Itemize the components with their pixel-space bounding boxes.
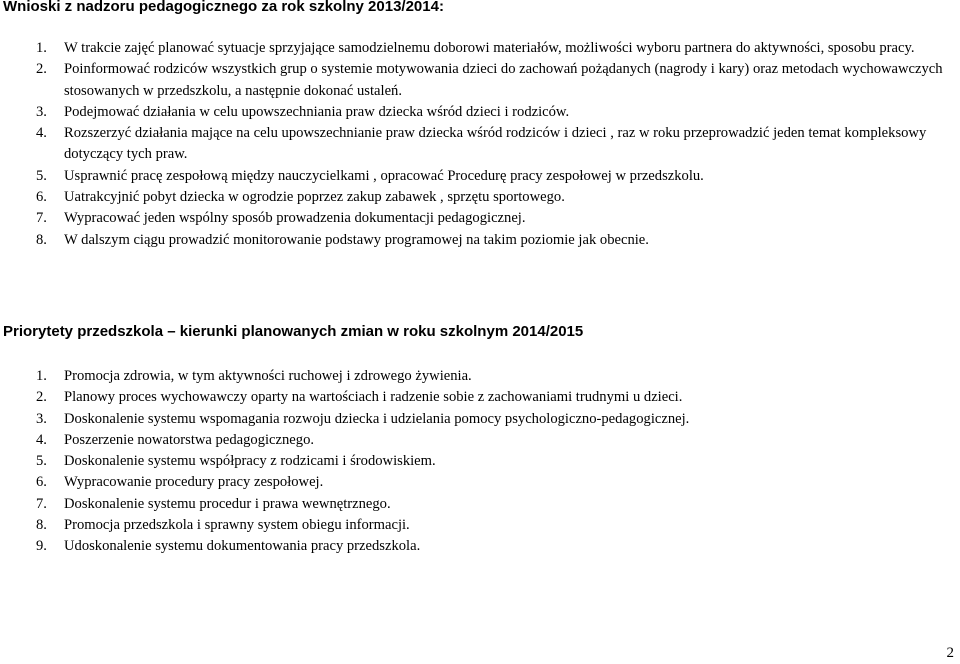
list-item <box>0 430 958 451</box>
list-item-number: 3. <box>36 410 47 427</box>
list-item-number: 8. <box>36 517 47 534</box>
list-item <box>0 102 958 123</box>
list-item-text: Promocja zdrowia, w tym aktywności ruchowej i zdrowego żywienia. <box>64 368 472 384</box>
list-item-text: W dalszym ciągu prowadzić monitorowanie podstawy programowej na takim poziomie jak obecnie. <box>64 231 649 248</box>
list-item <box>0 387 958 408</box>
section-heading-conclusions: Wnioski z nadzoru pedagogicznego za rok szkolny 2013/2014: <box>3 0 444 15</box>
list-item-text: Doskonalenie systemu współpracy z rodzicami i środowiskiem. <box>64 453 436 470</box>
list-item <box>0 366 958 387</box>
list-item-text: Planowy proces wychowawczy oparty na wartościach i radzenie sobie z zachowaniami trudnymi u dzieci. <box>64 389 683 406</box>
list-item-number: 1. <box>36 368 47 384</box>
list-item <box>0 208 958 229</box>
list-item-text: Promocja przedszkola i sprawny system obiegu informacji. <box>64 517 410 534</box>
list-item <box>0 187 958 208</box>
list-item <box>0 451 958 472</box>
list-item <box>0 230 958 251</box>
list-item-text: Poinformować rodziców wszystkich grup o systemie motywowania dzieci do zachowań pożądanych (nagrody i kary) oraz metodach wychowawczych stosowanych w przedszkolu, a następnie dokonać ustaleń. <box>64 61 943 99</box>
list-item-number: 8. <box>36 231 47 248</box>
list-item-text: Rozszerzyć działania mające na celu upowszechnianie praw dziecka wśród rodziców i dzieci , raz w roku przeprowadzić jeden temat kompleksowy dotyczący tych praw. <box>64 125 927 163</box>
list-item-text: Usprawnić pracę zespołową między nauczycielkami , opracować Procedurę pracy zespołowej w przedszkolu. <box>64 167 704 184</box>
list-item <box>0 494 958 515</box>
list-item <box>0 123 958 166</box>
list-item <box>0 536 958 557</box>
list-item <box>0 515 958 536</box>
list-item-number: 4. <box>36 431 47 448</box>
section-heading-priorities: Priorytety przedszkola – kierunki planowanych zmian w roku szkolnym 2014/2015 <box>3 323 584 340</box>
list-item <box>0 166 958 187</box>
list-item <box>0 472 958 493</box>
list-item-text: Doskonalenie systemu wspomagania rozwoju dziecka i udzielania pomocy psychologiczno-pedagogicznej. <box>64 410 690 427</box>
list-item-number: 5. <box>36 167 47 184</box>
list-item-text: Poszerzenie nowatorstwa pedagogicznego. <box>64 431 315 448</box>
list-item-number: 3. <box>36 103 47 120</box>
list-item-number: 7. <box>36 210 47 227</box>
conclusions-list <box>0 38 958 251</box>
list-item-number: 5. <box>36 453 47 470</box>
list-item-text: Podejmować działania w celu upowszechniania praw dziecka wśród dzieci i rodziców. <box>64 103 570 120</box>
list-item-number: 2. <box>36 61 47 78</box>
list-item <box>0 38 958 59</box>
list-item-text: W trakcie zajęć planować sytuacje sprzyjające samodzielnemu doborowi materiałów, możliwości wyboru partnera do aktywności, sposobu pracy. <box>64 40 915 56</box>
list-item-number: 9. <box>36 538 47 555</box>
list-item-text: Uatrakcyjnić pobyt dziecka w ogrodzie poprzez zakup zabawek , sprzętu sportowego. <box>64 189 565 206</box>
list-item-text: Wypracować jeden wspólny sposób prowadzenia dokumentacji pedagogicznej. <box>64 210 526 227</box>
list-item-number: 7. <box>36 495 47 512</box>
list-item-number: 1. <box>36 40 47 56</box>
page-number: 2 <box>946 645 954 661</box>
list-item-number: 4. <box>36 125 47 142</box>
list-item <box>0 59 958 102</box>
list-item-number: 2. <box>36 389 47 406</box>
list-item-text: Doskonalenie systemu procedur i prawa wewnętrznego. <box>64 495 391 512</box>
list-item-text: Udoskonalenie systemu dokumentowania pracy przedszkola. <box>64 538 421 555</box>
priorities-list <box>0 366 958 558</box>
list-item-text: Wypracowanie procedury pracy zespołowej. <box>64 474 324 491</box>
list-item-number: 6. <box>36 189 47 206</box>
list-item-number: 6. <box>36 474 47 491</box>
list-item <box>0 409 958 430</box>
